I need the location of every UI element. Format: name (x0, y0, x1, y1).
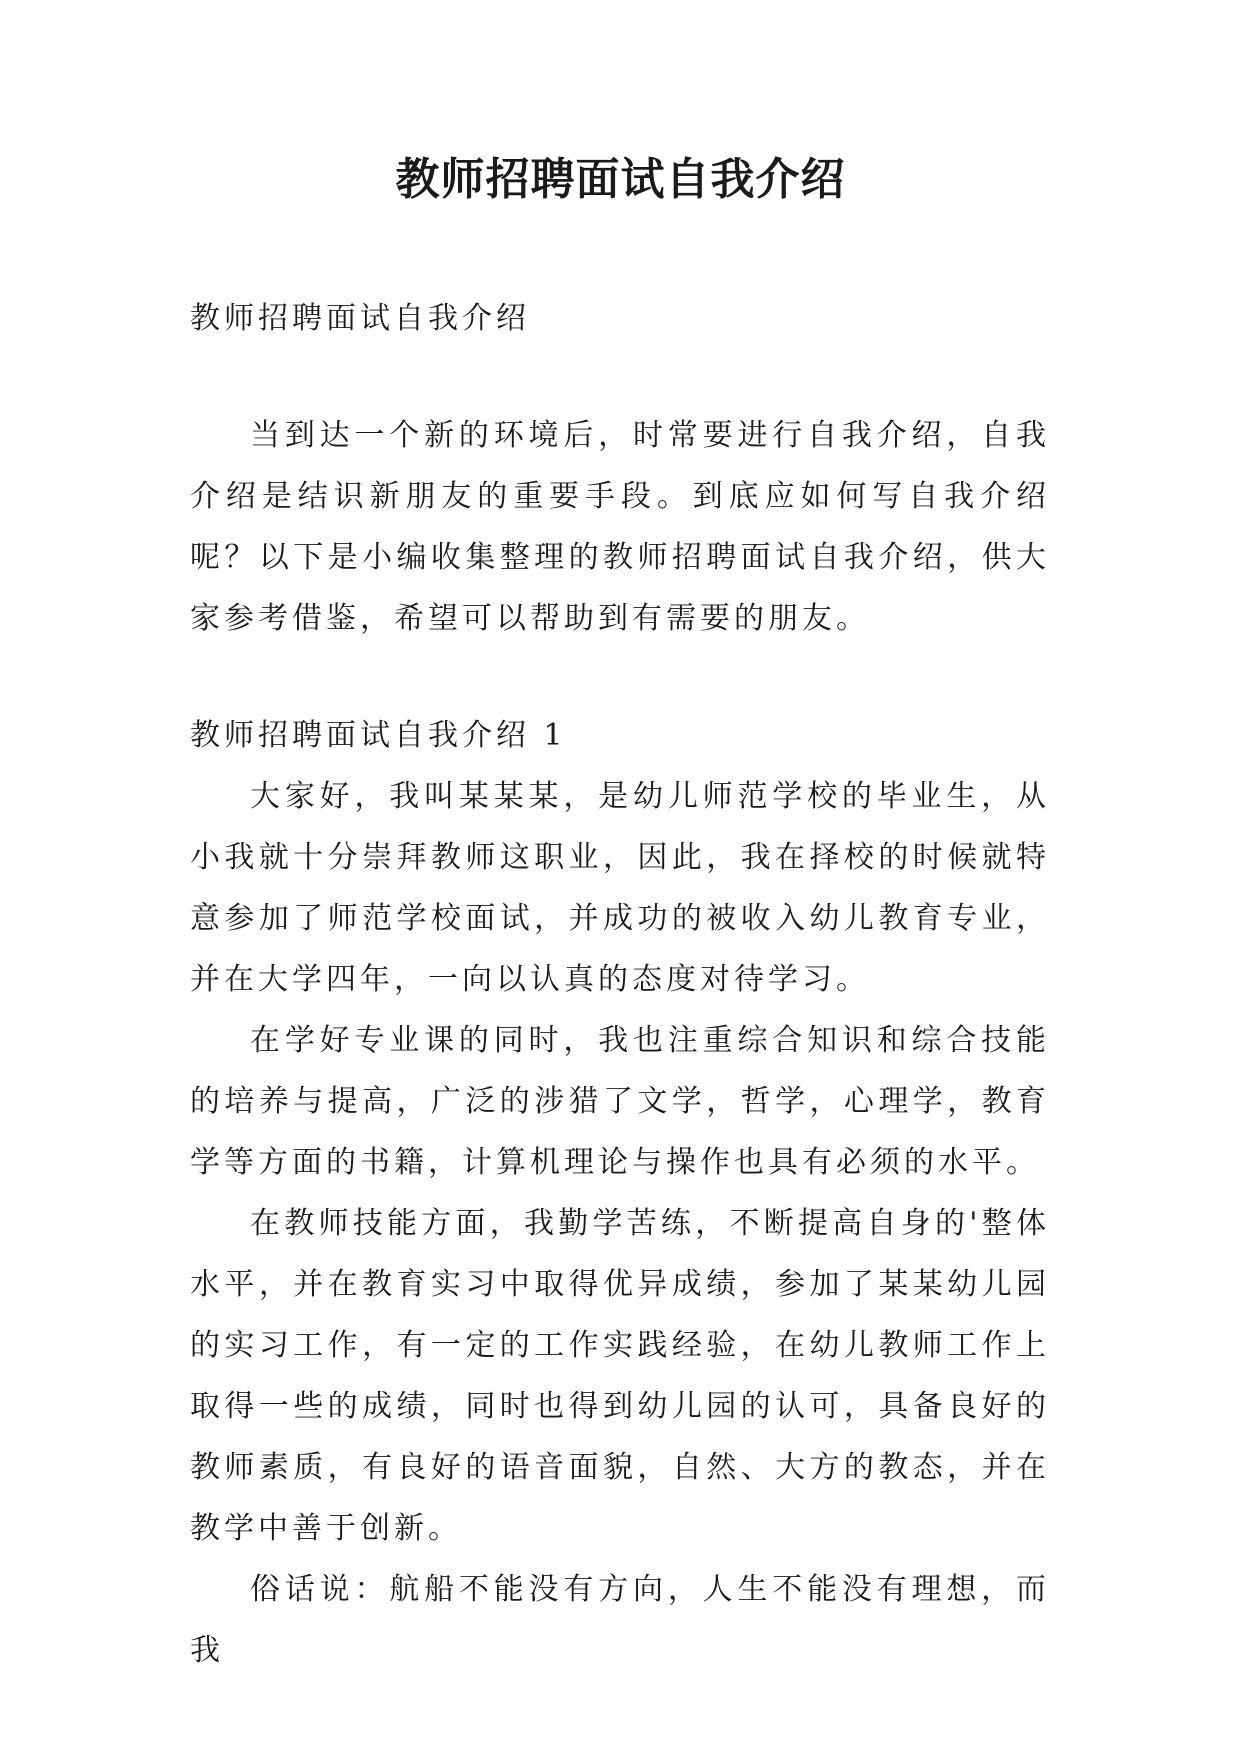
document-body (190, 288, 1050, 1681)
body-paragraph: 在学好专业课的同时，我也注重综合知识和综合技能的培养与提高，广泛的涉猎了文学，哲学，心理学，教育学等方面的书籍，计算机理论与操作也具有必须的水平。 (190, 1023, 1050, 1180)
document-title: 教师招聘面试自我介绍 (395, 154, 846, 205)
body-paragraph: 俗话说：航船不能没有方向，人生不能没有理想，而我 (190, 1572, 1050, 1668)
subtitle: 教师招聘面试自我介绍 (190, 301, 530, 336)
intro-paragraph: 当到达一个新的环境后，时常要进行自我介绍，自我介绍是结识新朋友的重要手段。到底应如何写自我介绍呢？以下是小编收集整理的教师招聘面试自我介绍，供大家参考借鉴，希望可以帮助到有需要的朋友。 (190, 418, 1050, 636)
body-paragraph: 大家好，我叫某某某，是幼儿师范学校的毕业生，从小我就十分崇拜教师这职业，因此，我在择校的时候就特意参加了师范学校面试，并成功的被收入幼儿教育专业，并在大学四年，一向以认真的态度对待学习。 (190, 779, 1050, 997)
body-paragraph: 在教师技能方面，我勤学苦练，不断提高自身的'整体水平，并在教育实习中取得优异成绩，参加了某某幼儿园的实习工作，有一定的工作实践经验，在幼儿教师工作上取得一些的成绩，同时也得到幼儿园的认可，具备良好的教师素质，有良好的语音面貌，自然、大方的教态，并在教学中善于创新。 (190, 1206, 1050, 1546)
section-heading: 教师招聘面试自我介绍 1 (190, 718, 567, 753)
